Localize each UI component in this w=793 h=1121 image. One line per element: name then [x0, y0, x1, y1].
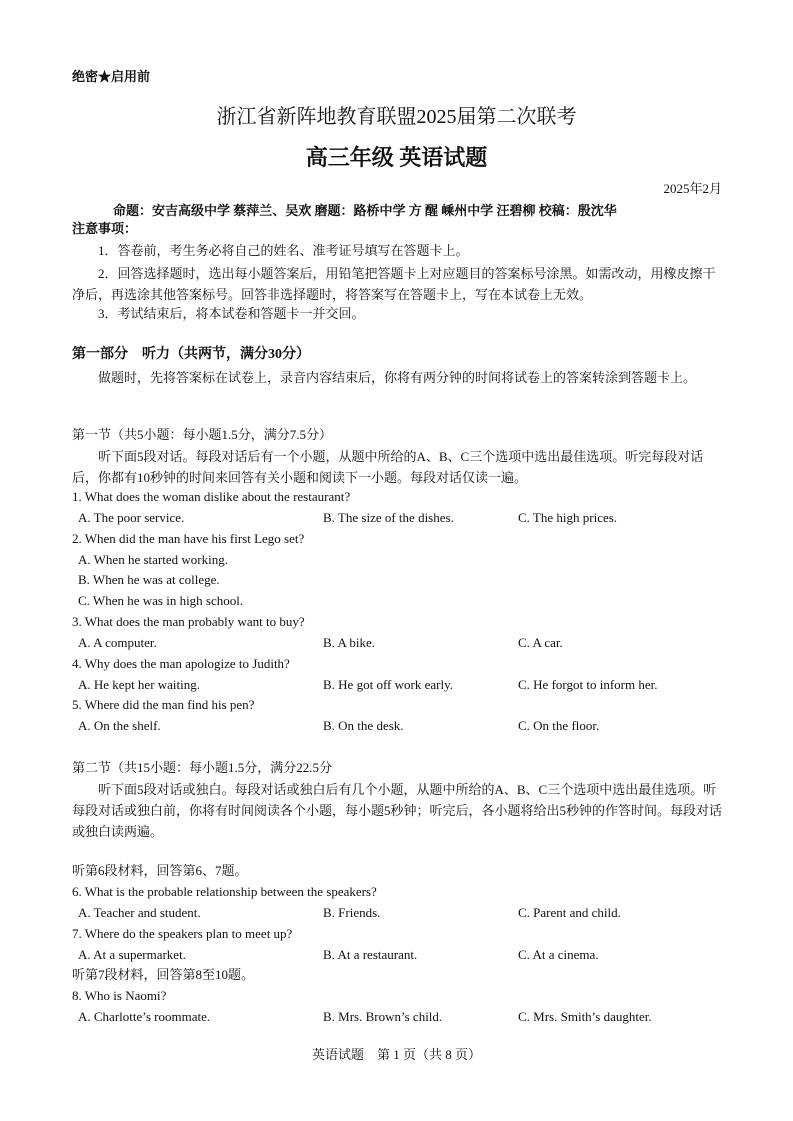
- part1-intro: 做题时，先将答案标在试卷上，录音内容结束后，你将有两分钟的时间将试卷上的答案转涂到答题卡上。: [98, 370, 697, 385]
- part1-heading: 第一部分 听力（共两节，满分30分）: [72, 347, 310, 362]
- section1-heading: 第一节（共5小题：每小题1.5分，满分7.5分）: [72, 427, 333, 442]
- question-stem: 4. Why does the man apologize to Judith?: [72, 656, 290, 671]
- secrecy-label: 绝密★启用前: [72, 69, 151, 84]
- option-c: C. A car.: [518, 635, 563, 650]
- note-item: 1．答卷前，考生务必将自己的姓名、准考证号填写在答题卡上。: [98, 243, 469, 258]
- question-stem: 3. What does the man probably want to buy?: [72, 614, 305, 629]
- option-b: B. A bike.: [323, 635, 376, 650]
- note-item: 2．回答选择题时，选出每小题答案后，用铅笔把答题卡上对应题目的答案标号涂黑。如需改动，用橡皮擦干净后，再选涂其他答案标号。回答非选择题时，将答案写在答题卡上，写在本试卷上无效。: [72, 266, 716, 302]
- question-stem: 5. Where did the man find his pen?: [72, 697, 255, 712]
- option-a: A. He kept her waiting.: [78, 677, 201, 692]
- question-stem: 6. What is the probable relationship between the speakers?: [72, 884, 377, 899]
- option-b: B. Mrs. Brown’s child.: [323, 1009, 443, 1024]
- exam-subtitle: 高三年级 英语试题: [305, 145, 488, 170]
- question-stem: 2. When did the man have his first Lego set?: [72, 531, 305, 546]
- option-b: B. He got off work early.: [323, 677, 453, 692]
- option-c: C. On the floor.: [518, 718, 600, 733]
- option-b: B. On the desk.: [323, 718, 404, 733]
- note-item: 3．考试结束后，将本试卷和答题卡一并交回。: [98, 306, 365, 321]
- section1-intro: 听下面5段对话。每段对话后有一个小题，从题中所给的A、B、C三个选项中选出最佳选项。听完每段对话后，你都有10秒钟的时间来回答有关小题和阅读下一小题。每段对话仅读一遍。: [72, 449, 704, 485]
- material-instruction: 听第6段材料，回答第6、7题。: [72, 863, 248, 878]
- question-stem: 8. Who is Naomi?: [72, 988, 167, 1003]
- option-a: A. At a supermarket.: [78, 947, 186, 962]
- option-a: A. A computer.: [78, 635, 157, 650]
- section2-heading: 第二节（共15小题：每小题1.5分，满分22.5分: [72, 760, 333, 775]
- question-stem: 1. What does the woman dislike about the restaurant?: [72, 489, 351, 504]
- option-c: C. The high prices.: [518, 510, 618, 525]
- authors-line: 命题：安吉高级中学 蔡萍兰、吴欢 磨题：路桥中学 方 醒 嵊州中学 汪碧柳 校稿：殷沈华: [113, 203, 617, 218]
- option-a: A. When he started working.: [78, 552, 228, 567]
- exam-date: 2025年2月: [663, 181, 722, 196]
- page-footer: 英语试题 第 1 页（共 8 页）: [311, 1047, 481, 1062]
- notes-heading: 注意事项：: [72, 221, 138, 236]
- option-b: B. When he was at college.: [78, 572, 220, 587]
- option-b: B. Friends.: [323, 905, 381, 920]
- exam-title: 浙江省新阵地教育联盟2025届第二次联考: [216, 106, 577, 128]
- option-b: B. At a restaurant.: [323, 947, 418, 962]
- option-a: A. On the shelf.: [78, 718, 161, 733]
- question-stem: 7. Where do the speakers plan to meet up?: [72, 926, 293, 941]
- option-c: C. At a cinema.: [518, 947, 599, 962]
- option-c: C. Parent and child.: [518, 905, 621, 920]
- option-c: C. When he was in high school.: [78, 593, 244, 608]
- option-a: A. Charlotte’s roommate.: [78, 1009, 211, 1024]
- option-b: B. The size of the dishes.: [323, 510, 454, 525]
- material-instruction: 听第7段材料，回答第8至10题。: [72, 967, 255, 982]
- option-c: C. He forgot to inform her.: [518, 677, 658, 692]
- option-c: C. Mrs. Smith’s daughter.: [518, 1009, 652, 1024]
- section2-intro: 听下面5段对话或独白。每段对话或独白后有几个小题，从题中所给的A、B、C三个选项中选出最佳选项。听每段对话或独白前，你将有时间阅读各个小题，每小题5秒钟；听完后，各小题将给出5秒钟的作答时间。每段对话或独白读两遍。: [72, 782, 723, 839]
- option-a: A. Teacher and student.: [78, 905, 201, 920]
- option-a: A. The poor service.: [78, 510, 185, 525]
